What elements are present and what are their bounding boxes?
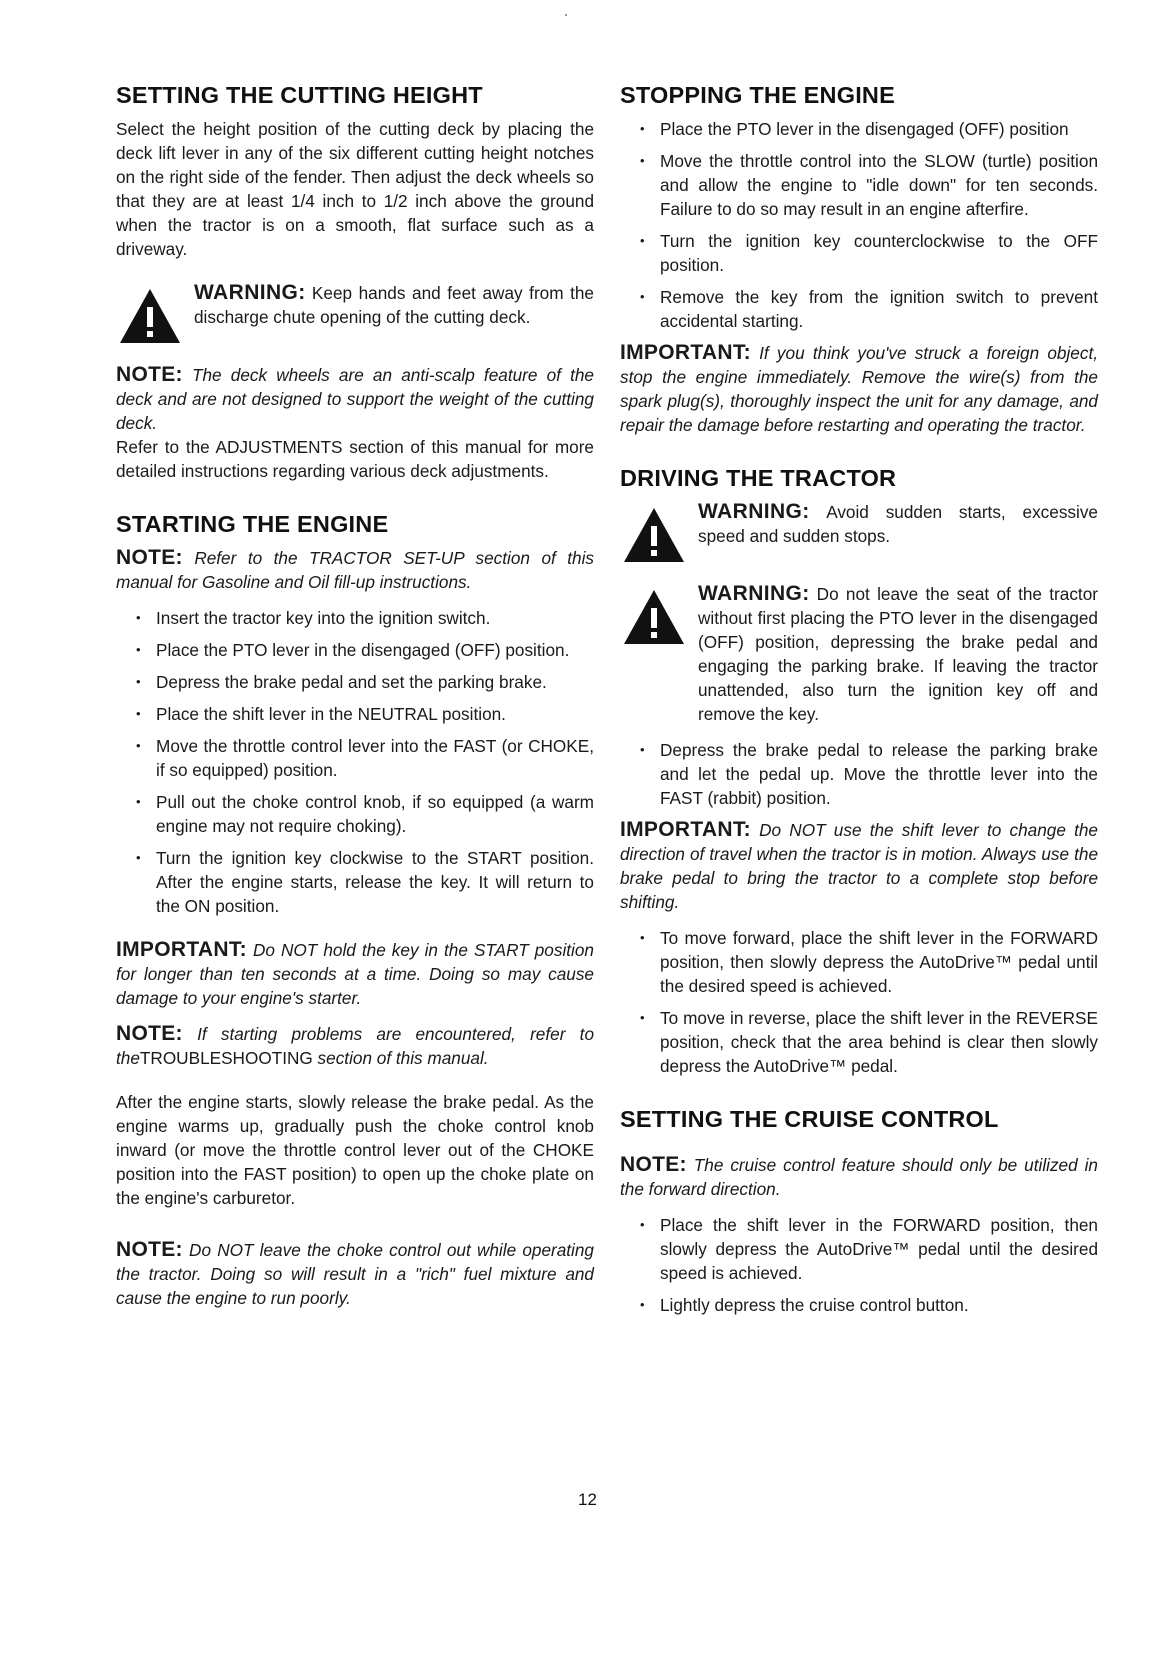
cutting-height-heading: SETTING THE CUTTING HEIGHT	[116, 82, 483, 108]
stopping-engine-heading: STOPPING THE ENGINE	[620, 82, 895, 108]
driving-warning-1	[620, 500, 1098, 570]
driving-tractor-heading: DRIVING THE TRACTOR	[620, 465, 897, 491]
cruise-control-heading: SETTING THE CRUISE CONTROL	[620, 1106, 999, 1132]
list-item: • Place the shift lever in the FORWARD position, then slowly depress the AutoDrive™ pedal until the desired speed is achieved.	[660, 1213, 1098, 1285]
warning-triangle-icon	[622, 506, 686, 564]
cruise-note	[620, 1153, 1098, 1201]
adjustments-reference: Refer to the ADJUSTMENTS section of this manual for more detailed instructions regarding various deck adjustments.	[116, 437, 594, 481]
note-label: NOTE:	[620, 1153, 687, 1176]
warning-label: WARNING:	[698, 582, 810, 605]
list-item: • Place the shift lever in the NEUTRAL position.	[156, 702, 594, 726]
list-item: • Lightly depress the cruise control button.	[660, 1293, 1098, 1317]
stopping-important	[620, 341, 1098, 437]
warning-triangle-icon	[622, 588, 686, 646]
cutting-note	[116, 363, 594, 435]
note-label: NOTE:	[116, 1238, 183, 1261]
note-text: The deck wheels are an anti-scalp feature of the deck and are not designed to support the weight of the cutting deck.	[116, 365, 594, 433]
list-item: • To move forward, place the shift lever in the FORWARD position, then slowly depress the AutoDrive™ pedal until the desired speed is achieved.	[660, 926, 1098, 998]
cutting-warning	[116, 281, 594, 351]
choke-note	[116, 1238, 594, 1310]
warning-label: WARNING:	[194, 281, 306, 304]
important-text: Do NOT hold the key in the START position for longer than ten seconds at a time. Doing so may cause damage to your engine's starter.	[116, 940, 594, 1008]
note-text: Do NOT leave the choke control out while operating the tractor. Doing so will result in a "rich" fuel mixture and cause the engine to run poorly.	[116, 1240, 594, 1308]
list-item: • Place the PTO lever in the disengaged (OFF) position.	[156, 638, 594, 662]
warning-text: Do not leave the seat of the tractor without first placing the PTO lever in the disengaged (OFF) position, depressing the brake pedal and engaging the parking brake. If leaving the tractor unattended, also turn the ignition key off and remove the key.	[698, 584, 1098, 724]
note-label: NOTE:	[116, 1022, 183, 1045]
warning-label: WARNING:	[698, 500, 810, 523]
important-label: IMPORTANT:	[620, 818, 751, 841]
important-label: IMPORTANT:	[620, 341, 751, 364]
note-label: NOTE:	[116, 363, 183, 386]
important-text: Do NOT use the shift lever to change the direction of travel when the tractor is in motion. Always use the brake pedal to bring the tractor to a complete stop before shifting.	[620, 820, 1098, 912]
troubleshooting-ref: TROUBLESHOOTING	[139, 1048, 313, 1068]
stopping-steps-list	[620, 117, 1098, 333]
starting-note	[116, 546, 594, 594]
list-item: • Remove the key from the ignition switch to prevent accidental starting.	[660, 285, 1098, 333]
list-item: • Place the PTO lever in the disengaged (OFF) position	[660, 117, 1098, 141]
list-item: • Depress the brake pedal to release the parking brake and let the pedal up. Move the throttle lever into the FAST (rabbit) position.	[660, 738, 1098, 810]
list-item: • Move the throttle control lever into the FAST (or CHOKE, if so equipped) position.	[156, 734, 594, 782]
list-item: • Move the throttle control into the SLOW (turtle) position and allow the engine to "idle down" for ten seconds. Failure to do so may result in an engine afterfire.	[660, 149, 1098, 221]
warning-triangle-icon	[118, 287, 182, 345]
driving-warning-2	[620, 582, 1098, 726]
note-label: NOTE:	[116, 546, 183, 569]
cruise-steps-list	[620, 1213, 1098, 1317]
note-text: The cruise control feature should only be utilized in the forward direction.	[620, 1155, 1098, 1199]
direction-steps-list	[620, 926, 1098, 1078]
troubleshooting-note	[116, 1022, 594, 1070]
warm-up-paragraph: After the engine starts, slowly release the brake pedal. As the engine warms up, gradually push the choke control knob inward (or move the throttle control lever out of the CHOKE position into the FAST position) to open up the choke plate on the engine's carburetor.	[116, 1092, 594, 1208]
warning-text: Keep hands and feet away from the discharge chute opening of the cutting deck.	[194, 283, 594, 327]
page-number: 12	[578, 1490, 597, 1509]
important-label: IMPORTANT:	[116, 938, 247, 961]
list-item: • Insert the tractor key into the ignition switch.	[156, 606, 594, 630]
important-text: If you think you've struck a foreign object, stop the engine immediately. Remove the wire(s) from the spark plug(s), thoroughly inspect the unit for any damage, and repair the damage before restarting and operating the tractor.	[620, 343, 1098, 435]
parking-brake-list	[620, 738, 1098, 810]
driving-important	[620, 818, 1098, 914]
list-item: • Pull out the choke control knob, if so equipped (a warm engine may not require choking).	[156, 790, 594, 838]
starting-engine-heading: STARTING THE ENGINE	[116, 511, 389, 537]
list-item: • Turn the ignition key counterclockwise to the OFF position.	[660, 229, 1098, 277]
note-text: Refer to the TRACTOR SET-UP section of this manual for Gasoline and Oil fill-up instructions.	[116, 548, 594, 592]
note-text-pre: If starting problems are encountered, refer to the	[116, 1024, 594, 1068]
list-item: • Depress the brake pedal and set the parking brake.	[156, 670, 594, 694]
cutting-height-body: Select the height position of the cutting deck by placing the deck lift lever in any of the six different cutting height notches on the right side of the fender. Then adjust the deck wheels so that they are at least 1/4 inch to 1/2 inch above the ground when the tractor is on a smooth, flat surface such as a driveway.	[116, 119, 594, 259]
starting-important	[116, 938, 594, 1010]
list-item: • To move in reverse, place the shift lever in the REVERSE position, check that the area behind is clear then slowly depress the AutoDrive™ pedal.	[660, 1006, 1098, 1078]
list-item: • Turn the ignition key clockwise to the START position. After the engine starts, release the key. It will return to the ON position.	[156, 846, 594, 918]
note-text-post: section of this manual.	[317, 1048, 489, 1068]
starting-steps-list	[116, 606, 594, 918]
warning-text: Avoid sudden starts, excessive speed and sudden stops.	[698, 502, 1098, 546]
scan-mark	[565, 14, 567, 16]
right-column	[620, 82, 1098, 1325]
left-column	[116, 82, 594, 1310]
